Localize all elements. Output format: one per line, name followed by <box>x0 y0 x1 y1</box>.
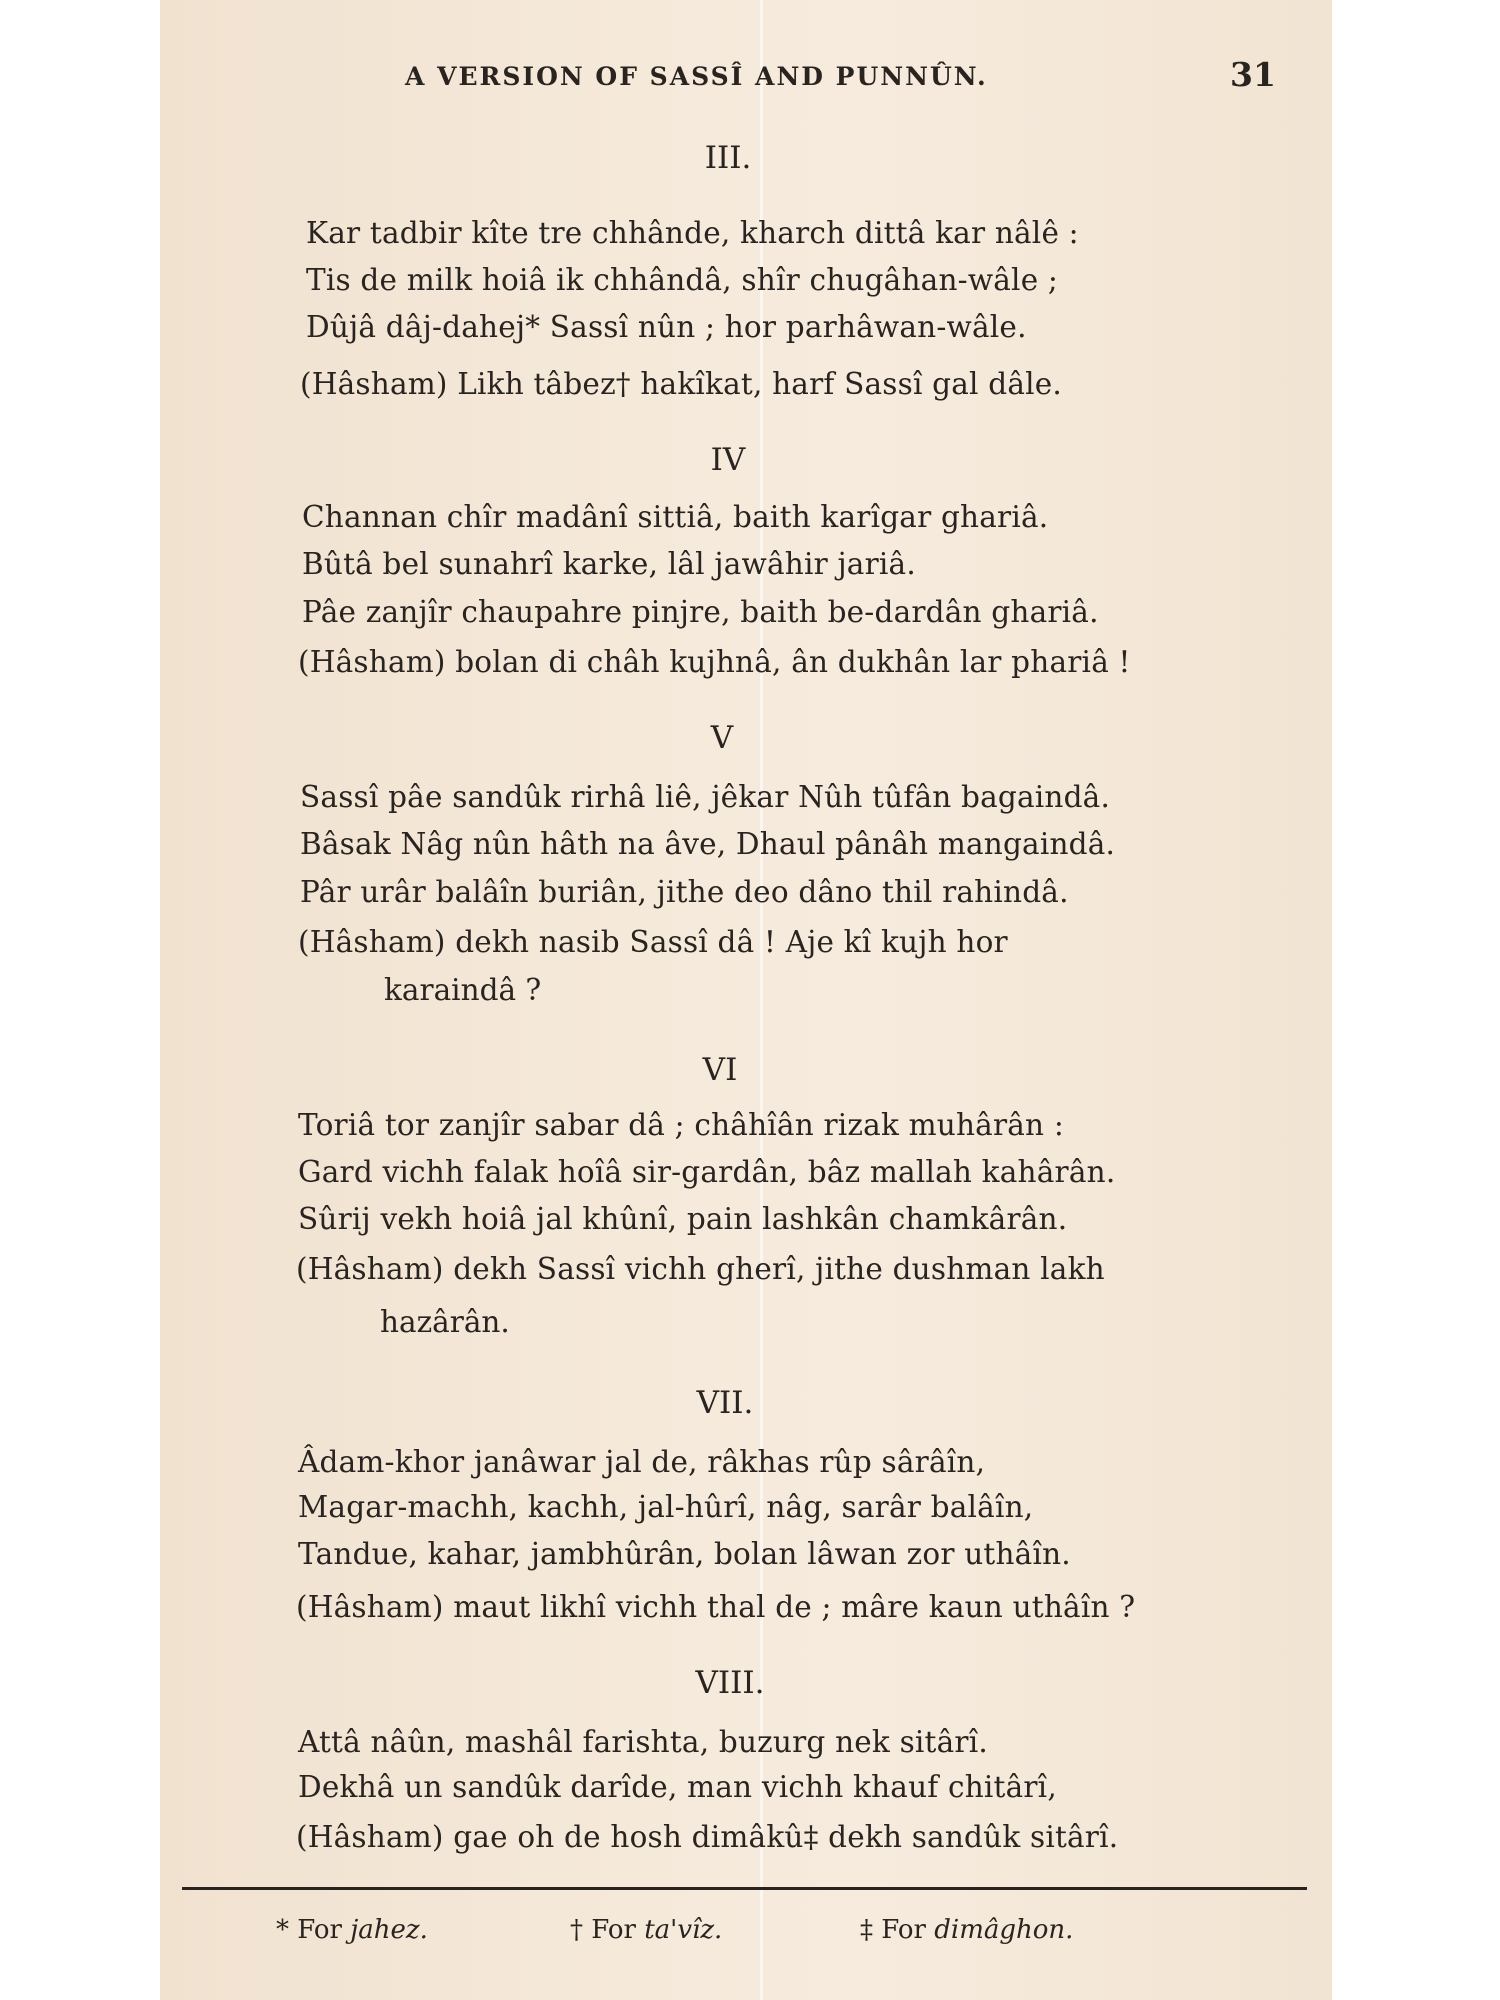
verse-line: Sassî pâe sandûk rirhâ liê, jêkar Nûh tûfân bagaindâ. <box>300 780 1111 814</box>
verse-line: (Hâsham) dekh nasib Sassî dâ ! Aje kî kujh hor <box>298 925 1008 959</box>
stanza-number: VII. <box>696 1385 754 1421</box>
verse-line: (Hâsham) maut likhî vichh thal de ; mâre kaun uthâîn ? <box>296 1590 1136 1624</box>
stanza-number: III. <box>704 140 752 176</box>
verse-line: Dûjâ dâj-dahej* Sassî nûn ; hor parhâwan-wâle. <box>306 310 1027 344</box>
page-number: 31 <box>1230 55 1276 94</box>
verse-line: (Hâsham) gae oh de hosh dimâkû‡ dekh sandûk sitârî. <box>296 1820 1119 1854</box>
verse-line: Kar tadbir kîte tre chhânde, kharch dittâ kar nâlê : <box>306 216 1079 250</box>
footnote-prefix: For <box>591 1915 636 1945</box>
footnote-mark: † <box>570 1915 583 1945</box>
verse-line: Sûrij vekh hoiâ jal khûnî, pain lashkân chamkârân. <box>298 1202 1068 1236</box>
verse-line: Tandue, kahar, jambhûrân, bolan lâwan zor uthâîn. <box>298 1537 1071 1571</box>
running-title: A VERSION OF SASSÎ AND PUNNÛN. <box>405 62 988 91</box>
footnote-word: dimâghon. <box>934 1915 1074 1945</box>
footnote-rule <box>182 1887 1307 1890</box>
verse-line: Pâe zanjîr chaupahre pinjre, baith be-dardân ghariâ. <box>302 595 1099 629</box>
verse-line: (Hâsham) Likh tâbez† hakîkat, harf Sassî gal dâle. <box>300 367 1063 401</box>
footnote <box>860 1915 1073 1945</box>
verse-line: Attâ nâûn, mashâl farishta, buzurg nek sitârî. <box>298 1725 988 1759</box>
verse-line: Dekhâ un sandûk darîde, man vichh khauf chitârî, <box>298 1770 1057 1804</box>
stanza-number: V <box>710 720 734 756</box>
verse-line: Bâsak Nâg nûn hâth na âve, Dhaul pânâh mangaindâ. <box>300 827 1116 861</box>
verse-line: Channan chîr madânî sittiâ, baith karîgar ghariâ. <box>302 500 1049 534</box>
verse-line: Magar-machh, kachh, jal-hûrî, nâg, sarâr balâîn, <box>298 1490 1034 1524</box>
verse-line: Toriâ tor zanjîr sabar dâ ; châhîân rizak muhârân : <box>298 1108 1064 1142</box>
verse-line-continuation: hazârân. <box>380 1305 510 1339</box>
footnote-word: jahez. <box>350 1915 428 1945</box>
verse-line: (Hâsham) dekh Sassî vichh gherî, jithe dushman lakh <box>296 1252 1105 1286</box>
footnote-word: ta'vîz. <box>644 1915 723 1945</box>
footnote-prefix: For <box>297 1915 342 1945</box>
footnote-mark: * <box>276 1915 289 1945</box>
verse-line: (Hâsham) bolan di châh kujhnâ, ân dukhân lar phariâ ! <box>298 645 1131 679</box>
verse-line: Tis de milk hoiâ ik chhândâ, shîr chugâhan-wâle ; <box>306 263 1059 297</box>
footnote-mark: ‡ <box>860 1915 873 1945</box>
footnote <box>276 1915 428 1945</box>
stanza-number: IV <box>710 442 746 478</box>
verse-line-continuation: karaindâ ? <box>384 973 542 1007</box>
footnote-prefix: For <box>881 1915 926 1945</box>
verse-line: Âdam-khor janâwar jal de, râkhas rûp sârâîn, <box>298 1445 986 1479</box>
footnote <box>570 1915 722 1945</box>
stanza-number: VI <box>702 1052 738 1088</box>
verse-line: Pâr urâr balâîn buriân, jithe deo dâno thil rahindâ. <box>300 875 1069 909</box>
verse-line: Gard vichh falak hoîâ sir-gardân, bâz mallah kahârân. <box>298 1155 1116 1189</box>
stanza-number: VIII. <box>695 1665 765 1701</box>
verse-line: Bûtâ bel sunahrî karke, lâl jawâhir jariâ. <box>302 547 916 581</box>
